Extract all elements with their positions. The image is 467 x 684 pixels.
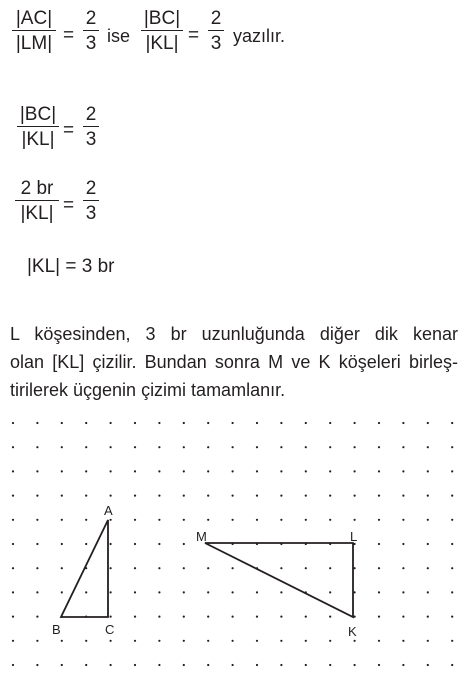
grid-dot	[61, 640, 63, 642]
equals-sign: =	[63, 195, 75, 216]
grid-dot	[207, 591, 209, 593]
grid-dot	[280, 495, 282, 497]
grid-dot	[378, 591, 380, 593]
vertex-label-c: C	[105, 622, 115, 637]
grid-dot	[256, 495, 258, 497]
grid-dot	[207, 446, 209, 448]
grid-dot	[232, 519, 234, 521]
equals-sign: =	[63, 120, 75, 141]
grid-dot	[85, 519, 87, 521]
grid-dot	[183, 567, 185, 569]
grid-dot	[427, 640, 429, 642]
grid-dot	[451, 543, 453, 545]
grid-dot	[110, 495, 112, 497]
grid-dot	[354, 664, 356, 666]
grid-dot	[110, 640, 112, 642]
vertex-label-m: M	[196, 529, 207, 544]
vertex-label-a: A	[104, 503, 113, 518]
grid-dot	[232, 470, 234, 472]
grid-dot	[256, 664, 258, 666]
grid-dot	[12, 519, 14, 521]
grid-dot	[36, 470, 38, 472]
grid-dot	[12, 591, 14, 593]
fraction-numerator: 2	[85, 178, 97, 199]
grid-dot	[36, 591, 38, 593]
grid-dot	[427, 422, 429, 424]
grid-dot	[402, 664, 404, 666]
grid-dot	[378, 519, 380, 521]
grid-dot	[305, 664, 307, 666]
paragraph-line: L köşesinden, 3 br uzunluğunda diğer dik kenar	[10, 324, 458, 344]
grid-dot	[378, 495, 380, 497]
grid-dot	[134, 543, 136, 545]
paragraph-line: tirilerek üçgenin çizimi tamamlanır.	[10, 380, 286, 400]
grid-dot	[378, 640, 380, 642]
grid-dot	[134, 664, 136, 666]
grid-dot	[402, 470, 404, 472]
grid-dot	[427, 495, 429, 497]
grid-dot	[451, 664, 453, 666]
grid-dot	[36, 519, 38, 521]
grid-dot	[232, 640, 234, 642]
fraction-numerator: |BC|	[143, 8, 181, 29]
grid-dot	[378, 422, 380, 424]
grid-dot	[354, 470, 356, 472]
grid-dot	[256, 640, 258, 642]
result-equation: |KL| = 3 br	[27, 256, 115, 277]
dot-grid	[12, 422, 453, 666]
grid-dot	[134, 422, 136, 424]
grid-dot	[305, 567, 307, 569]
grid-dot	[451, 640, 453, 642]
grid-dot	[12, 470, 14, 472]
grid-dot	[158, 591, 160, 593]
grid-dot	[427, 591, 429, 593]
grid-dot	[134, 495, 136, 497]
grid-dot	[329, 567, 331, 569]
grid-dot	[232, 591, 234, 593]
grid-dot	[280, 422, 282, 424]
grid-dot	[183, 543, 185, 545]
grid-dot	[402, 422, 404, 424]
grid-dot	[183, 591, 185, 593]
grid-dot	[158, 567, 160, 569]
grid-dot	[158, 616, 160, 618]
grid-dot	[354, 495, 356, 497]
grid-dot	[85, 422, 87, 424]
grid-dot	[36, 543, 38, 545]
grid-dot	[85, 495, 87, 497]
grid-dot	[329, 495, 331, 497]
grid-dot	[451, 519, 453, 521]
grid-dot	[451, 567, 453, 569]
vertex-label-l: L	[350, 529, 358, 544]
grid-dot	[207, 640, 209, 642]
grid-dot	[354, 446, 356, 448]
grid-dot	[207, 567, 209, 569]
grid-dot	[12, 422, 14, 424]
fraction-denominator: |KL|	[21, 129, 55, 150]
grid-dot	[134, 519, 136, 521]
grid-dot	[61, 422, 63, 424]
grid-dot	[85, 543, 87, 545]
grid-dot	[451, 591, 453, 593]
grid-dot	[61, 543, 63, 545]
grid-dot	[12, 543, 14, 545]
grid-dot	[183, 519, 185, 521]
triangle-mlk	[205, 543, 353, 617]
grid-dot	[85, 664, 87, 666]
grid-dot	[183, 495, 185, 497]
grid-dot	[329, 591, 331, 593]
grid-dot	[12, 567, 14, 569]
grid-dot	[61, 519, 63, 521]
fraction-numerator: 2	[210, 8, 222, 29]
fraction-denominator: 3	[210, 33, 222, 54]
grid-dot	[427, 519, 429, 521]
grid-dot	[256, 470, 258, 472]
grid-dot	[110, 543, 112, 545]
grid-dot	[402, 616, 404, 618]
grid-dot	[280, 640, 282, 642]
grid-dot	[36, 567, 38, 569]
grid-dot	[61, 567, 63, 569]
grid-dot	[158, 640, 160, 642]
grid-dot	[402, 567, 404, 569]
grid-dot	[402, 495, 404, 497]
grid-dot	[378, 543, 380, 545]
grid-dot	[305, 640, 307, 642]
grid-dot	[427, 543, 429, 545]
grid-dot	[305, 422, 307, 424]
grid-dot	[36, 446, 38, 448]
grid-dot	[354, 519, 356, 521]
grid-dot	[378, 470, 380, 472]
grid-dot	[183, 422, 185, 424]
grid-dot	[207, 616, 209, 618]
fraction-numerator: 2 br	[20, 178, 54, 199]
grid-dot	[280, 591, 282, 593]
fraction-denominator: |LM|	[15, 33, 53, 54]
grid-dot	[378, 616, 380, 618]
grid-dot	[12, 495, 14, 497]
grid-dot	[451, 495, 453, 497]
grid-dot	[110, 422, 112, 424]
grid-dot	[427, 567, 429, 569]
grid-dot	[256, 519, 258, 521]
grid-dot	[280, 446, 282, 448]
grid-dot	[427, 664, 429, 666]
equals-sign: =	[63, 25, 75, 46]
grid-dot	[305, 470, 307, 472]
grid-dot	[305, 616, 307, 618]
grid-dot	[134, 591, 136, 593]
grid-dot	[158, 495, 160, 497]
grid-dot	[280, 470, 282, 472]
grid-dot	[451, 470, 453, 472]
grid-dot	[183, 616, 185, 618]
grid-dot	[183, 446, 185, 448]
fraction-denominator: 3	[85, 129, 97, 150]
grid-dot	[134, 640, 136, 642]
grid-dot	[110, 470, 112, 472]
grid-dot	[183, 664, 185, 666]
grid-dot	[183, 640, 185, 642]
word-yazilir: yazılır.	[233, 26, 286, 46]
fraction-denominator: |KL|	[145, 33, 179, 54]
grid-dot	[36, 422, 38, 424]
grid-dot	[110, 567, 112, 569]
fraction-numerator: |BC|	[19, 104, 57, 125]
grid-dot	[451, 446, 453, 448]
fraction-numerator: 2	[85, 104, 97, 125]
grid-dot	[158, 422, 160, 424]
grid-dot	[427, 446, 429, 448]
grid-dot	[61, 591, 63, 593]
grid-dot	[402, 446, 404, 448]
fraction-denominator: |KL|	[20, 203, 54, 224]
grid-dot	[378, 664, 380, 666]
grid-dot	[36, 640, 38, 642]
grid-dot	[110, 616, 112, 618]
grid-dot	[232, 616, 234, 618]
grid-dot	[158, 519, 160, 521]
grid-dot	[158, 543, 160, 545]
grid-dot	[305, 519, 307, 521]
paragraph-line: olan [KL] çizilir. Bundan sonra M ve K köşeleri birleş-	[10, 352, 458, 372]
grid-dot	[329, 640, 331, 642]
grid-dot	[207, 470, 209, 472]
grid-dot	[451, 422, 453, 424]
grid-dot	[85, 470, 87, 472]
grid-dot	[378, 567, 380, 569]
grid-dot	[85, 591, 87, 593]
grid-dot	[402, 543, 404, 545]
grid-dot	[158, 664, 160, 666]
grid-dot	[134, 616, 136, 618]
grid-dot	[36, 616, 38, 618]
grid-dot	[110, 446, 112, 448]
grid-dot	[36, 495, 38, 497]
grid-dot	[207, 664, 209, 666]
grid-dot	[256, 446, 258, 448]
grid-dot	[329, 422, 331, 424]
grid-dot	[110, 591, 112, 593]
vertex-label-b: B	[52, 622, 61, 637]
grid-dot	[85, 446, 87, 448]
grid-dot	[36, 664, 38, 666]
grid-dot	[61, 664, 63, 666]
grid-dot	[329, 616, 331, 618]
triangle-abc	[61, 520, 108, 617]
grid-dot	[280, 616, 282, 618]
grid-dot	[427, 616, 429, 618]
grid-dot	[280, 664, 282, 666]
grid-dot	[12, 640, 14, 642]
grid-dot	[402, 591, 404, 593]
grid-dot	[354, 422, 356, 424]
fraction-numerator: |AC|	[15, 8, 53, 29]
grid-dot	[158, 446, 160, 448]
grid-dot	[329, 519, 331, 521]
grid-dot	[232, 446, 234, 448]
grid-dot	[256, 616, 258, 618]
grid-dot	[12, 664, 14, 666]
fraction-denominator: 3	[85, 203, 97, 224]
grid-dot	[183, 470, 185, 472]
grid-dot	[329, 664, 331, 666]
grid-dot	[329, 446, 331, 448]
grid-dot	[158, 470, 160, 472]
grid-dot	[12, 446, 14, 448]
grid-dot	[61, 446, 63, 448]
grid-dot	[110, 664, 112, 666]
grid-dot	[85, 640, 87, 642]
word-ise: ise	[107, 26, 131, 46]
vertex-label-k: K	[348, 624, 357, 639]
fraction-numerator: 2	[85, 8, 97, 29]
grid-dot	[12, 616, 14, 618]
grid-dot	[354, 640, 356, 642]
grid-dot	[110, 519, 112, 521]
grid-dot	[305, 446, 307, 448]
grid-dot	[232, 422, 234, 424]
grid-dot	[256, 422, 258, 424]
grid-dot	[134, 446, 136, 448]
grid-dot	[232, 664, 234, 666]
grid-dot	[451, 616, 453, 618]
grid-dot	[134, 470, 136, 472]
grid-dot	[280, 519, 282, 521]
grid-dot	[134, 567, 136, 569]
grid-dot	[232, 495, 234, 497]
fraction-denominator: 3	[85, 33, 97, 54]
grid-dot	[207, 422, 209, 424]
grid-dot	[305, 495, 307, 497]
grid-dot	[207, 495, 209, 497]
grid-dot	[207, 519, 209, 521]
grid-dot	[61, 495, 63, 497]
grid-dot	[232, 567, 234, 569]
grid-dot	[402, 519, 404, 521]
grid-dot	[329, 470, 331, 472]
grid-dot	[427, 470, 429, 472]
grid-dot	[280, 567, 282, 569]
grid-dot	[61, 470, 63, 472]
equals-sign: =	[188, 25, 200, 46]
grid-dot	[256, 591, 258, 593]
grid-dot	[378, 446, 380, 448]
grid-dot	[402, 640, 404, 642]
